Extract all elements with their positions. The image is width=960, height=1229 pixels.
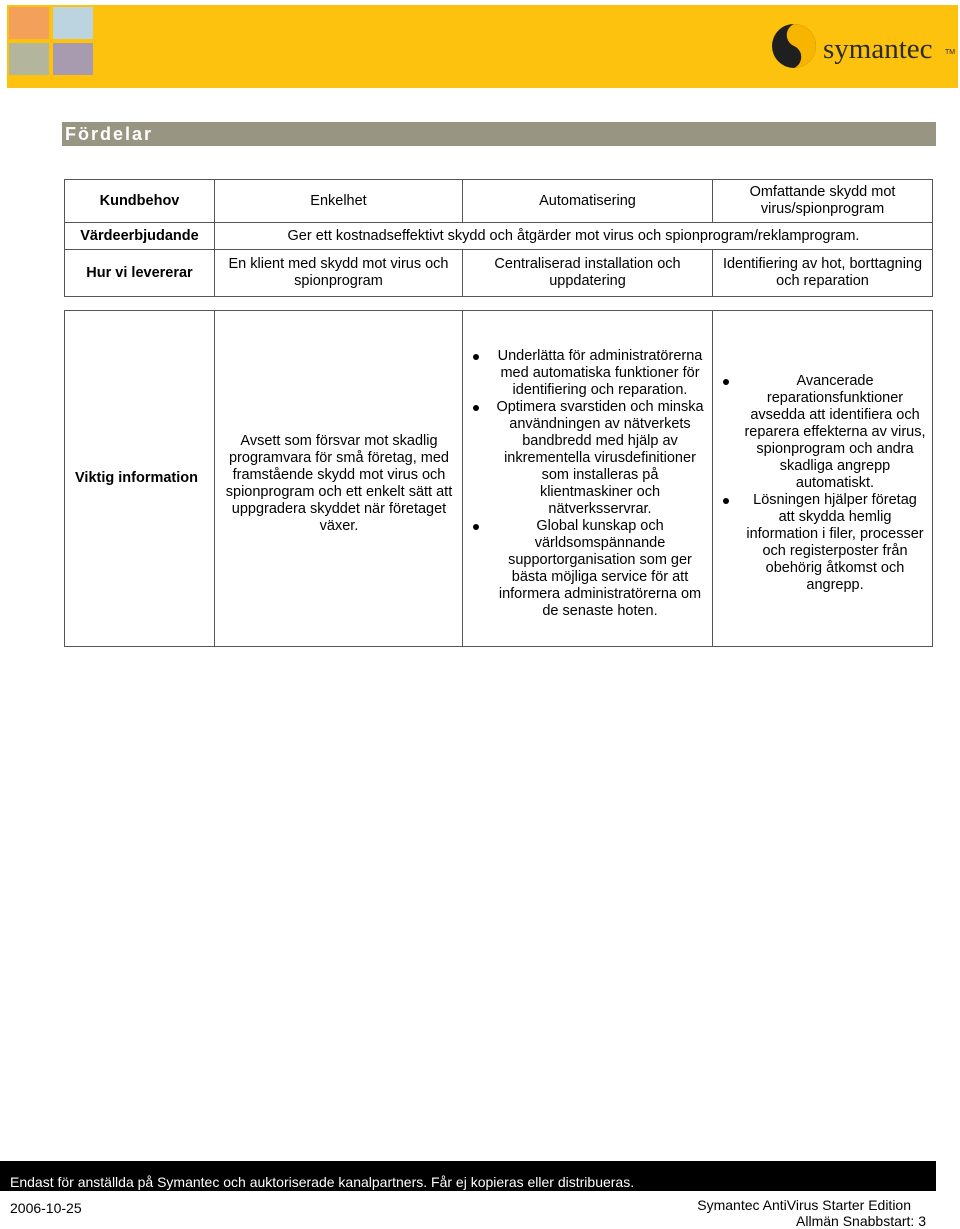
table-row — [65, 223, 933, 250]
list-item: Optimera svarstiden och minska användningen av nätverkets bandbredd med hjälp av inkrementella virusdefinitioner som installeras på klientmaskiner och nätverksservrar. — [494, 399, 706, 518]
footer-notice-bar — [0, 1161, 936, 1191]
benefits-table — [64, 179, 933, 647]
spacer-cell — [713, 297, 933, 311]
cell-comprehensive-protection: Omfattande skydd mot virus/spionprogram — [713, 180, 933, 223]
info-list-automation — [463, 338, 712, 620]
decor-square-olive — [9, 43, 49, 75]
list-item: Lösningen hjälper företag att skydda hemlig information i filer, processer och registerposter från obehörig åtkomst och angrepp. — [744, 492, 926, 594]
row-label-customer-needs: Kundbehov — [65, 180, 215, 223]
cell-threat-identification: Identifiering av hot, borttagning och reparation — [713, 250, 933, 297]
decor-square-purple — [53, 43, 93, 75]
cell-single-client: En klient med skydd mot virus och spionprogram — [215, 250, 463, 297]
list-item: Global kunskap och världsomspännande supportorganisation som ger bästa möjliga service för att informera administratörerna om de senaste hoten. — [494, 518, 706, 620]
row-label-key-information: Viktig information — [65, 311, 215, 647]
logo-wordmark: symantec — [823, 33, 933, 65]
footer-page: Allmän Snabbstart: 3 — [796, 1213, 926, 1229]
list-item: Underlätta för administratörerna med automatiska funktioner för identifiering och reparation. — [494, 348, 706, 399]
footer-notice: Endast för anställda på Symantec och auktoriserade kanalpartners. Får ej kopieras eller distribueras. — [10, 1174, 635, 1190]
footer-product: Symantec AntiVirus Starter Edition — [697, 1197, 911, 1213]
cell-value-proposition: Ger ett kostnadseffektivt skydd och åtgärder mot virus och spionprogram/reklamprogram. — [215, 223, 933, 250]
cell-automation: Automatisering — [463, 180, 713, 223]
footer-date: 2006-10-25 — [10, 1200, 82, 1216]
row-label-how-we-deliver: Hur vi levererar — [65, 250, 215, 297]
list-item: Avancerade reparationsfunktioner avsedda att identifiera och reparera effekterna av virus, spionprogram och andra skadliga angrepp automatiskt. — [744, 373, 926, 491]
logo-trademark: TM — [945, 49, 956, 56]
cell-info-protection — [713, 311, 933, 647]
cell-info-simplicity — [215, 311, 463, 647]
table-row — [65, 250, 933, 297]
symantec-logo-icon — [769, 21, 819, 71]
spacer-cell — [215, 297, 463, 311]
info-paragraph: Avsett som försvar mot skadlig programvara för små företag, med framstående skydd mot virus och spionprogram och ett enkelt sätt att uppgradera skyddet när företaget växer. — [225, 432, 453, 534]
table-spacer — [65, 297, 933, 311]
decor-square-blue — [53, 7, 93, 39]
header-band — [7, 5, 958, 88]
symantec-logo — [769, 19, 959, 75]
section-title-bar — [62, 122, 936, 146]
table-row — [65, 180, 933, 223]
table-row — [65, 311, 933, 647]
section-title: Fördelar — [65, 124, 154, 144]
info-list-protection — [713, 363, 932, 594]
spacer-cell — [65, 297, 215, 311]
cell-info-automation — [463, 311, 713, 647]
cell-simplicity: Enkelhet — [215, 180, 463, 223]
cell-central-install: Centraliserad installation och uppdatering — [463, 250, 713, 297]
row-label-value-proposition: Värdeerbjudande — [65, 223, 215, 250]
decor-square-orange — [9, 7, 49, 39]
spacer-cell — [463, 297, 713, 311]
